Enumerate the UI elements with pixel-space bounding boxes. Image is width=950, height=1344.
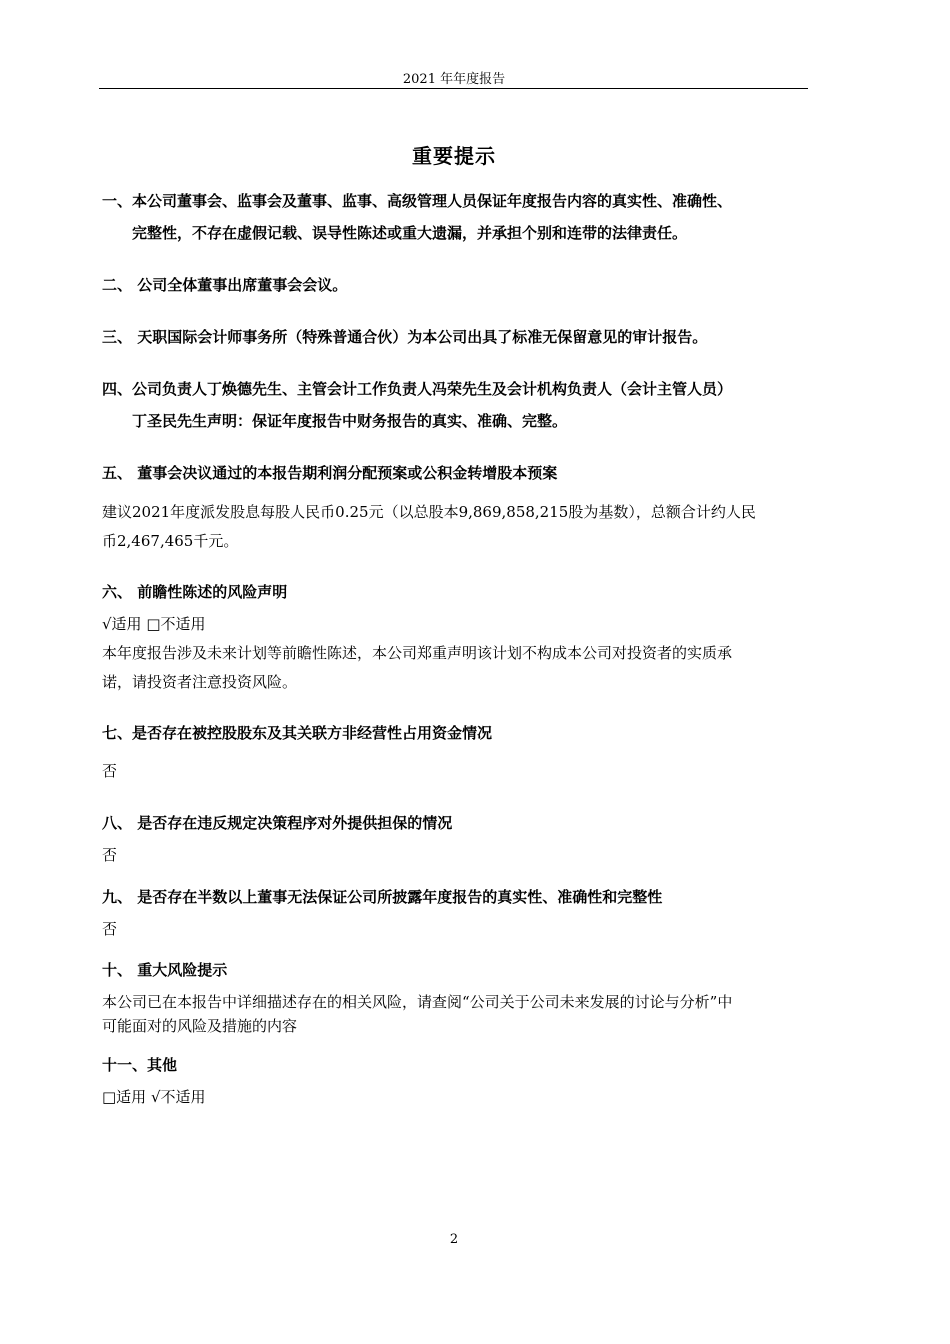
item-6-body-line-1: 本年度报告涉及未来计划等前瞻性陈述，本公司郑重声明该计划不构成本公司对投资者的实质承 — [102, 644, 733, 662]
item-1-line-2: 完整性，不存在虚假记载、误导性陈述或重大遗漏，并承担个别和连带的法律责任。 — [132, 224, 688, 242]
item-6-applicability: √适用 □不适用 — [102, 615, 206, 633]
item-9-answer: 否 — [102, 920, 118, 938]
item-10-heading: 十、 重大风险提示 — [102, 961, 228, 979]
page-title: 重要提示 — [412, 144, 496, 168]
item-5-body-line-1: 建议2021年度派发股息每股人民币0.25元（以总股本9,869,858,215股为基数），总额合计约人民 — [102, 503, 756, 521]
item-8-heading: 八、 是否存在违反规定决策程序对外提供担保的情况 — [102, 814, 453, 832]
item-7-heading: 七、是否存在被控股股东及其关联方非经营性占用资金情况 — [102, 724, 493, 742]
item-8-answer: 否 — [102, 846, 118, 864]
item-6-heading: 六、 前瞻性陈述的风险声明 — [102, 583, 288, 601]
item-9-heading: 九、 是否存在半数以上董事无法保证公司所披露年度报告的真实性、准确性和完整性 — [102, 888, 663, 906]
item-4-line-2: 丁圣民先生声明：保证年度报告中财务报告的真实、准确、完整。 — [132, 412, 568, 430]
item-3-line-1: 三、 天职国际会计师事务所（特殊普通合伙）为本公司出具了标准无保留意见的审计报告。 — [102, 328, 708, 346]
item-4-line-1: 四、公司负责人丁焕德先生、主管会计工作负责人冯荣先生及会计机构负责人（会计主管人员） — [102, 380, 733, 398]
header-divider — [99, 88, 808, 89]
header-title: 2021 年年度报告 — [402, 72, 506, 87]
item-1-line-1: 一、本公司董事会、监事会及董事、监事、高级管理人员保证年度报告内容的真实性、准确性、 — [102, 192, 733, 210]
item-5-heading: 五、 董事会决议通过的本报告期利润分配预案或公积金转增股本预案 — [102, 464, 558, 482]
item-7-answer: 否 — [102, 762, 118, 780]
item-10-body-line-2: 可能面对的风险及措施的内容 — [102, 1017, 298, 1035]
item-11-applicability: □适用 √不适用 — [102, 1088, 206, 1106]
item-11-heading: 十一、其他 — [102, 1056, 178, 1074]
item-10-body-line-1: 本公司已在本报告中详细描述存在的相关风险，请查阅“公司关于公司未来发展的讨论与分析”中 — [102, 993, 733, 1011]
item-2-line-1: 二、 公司全体董事出席董事会会议。 — [102, 276, 348, 294]
page-number: 2 — [449, 1232, 459, 1247]
item-6-body-line-2: 诺，请投资者注意投资风险。 — [102, 673, 298, 691]
item-5-body-line-2: 币2,467,465千元。 — [102, 532, 239, 550]
